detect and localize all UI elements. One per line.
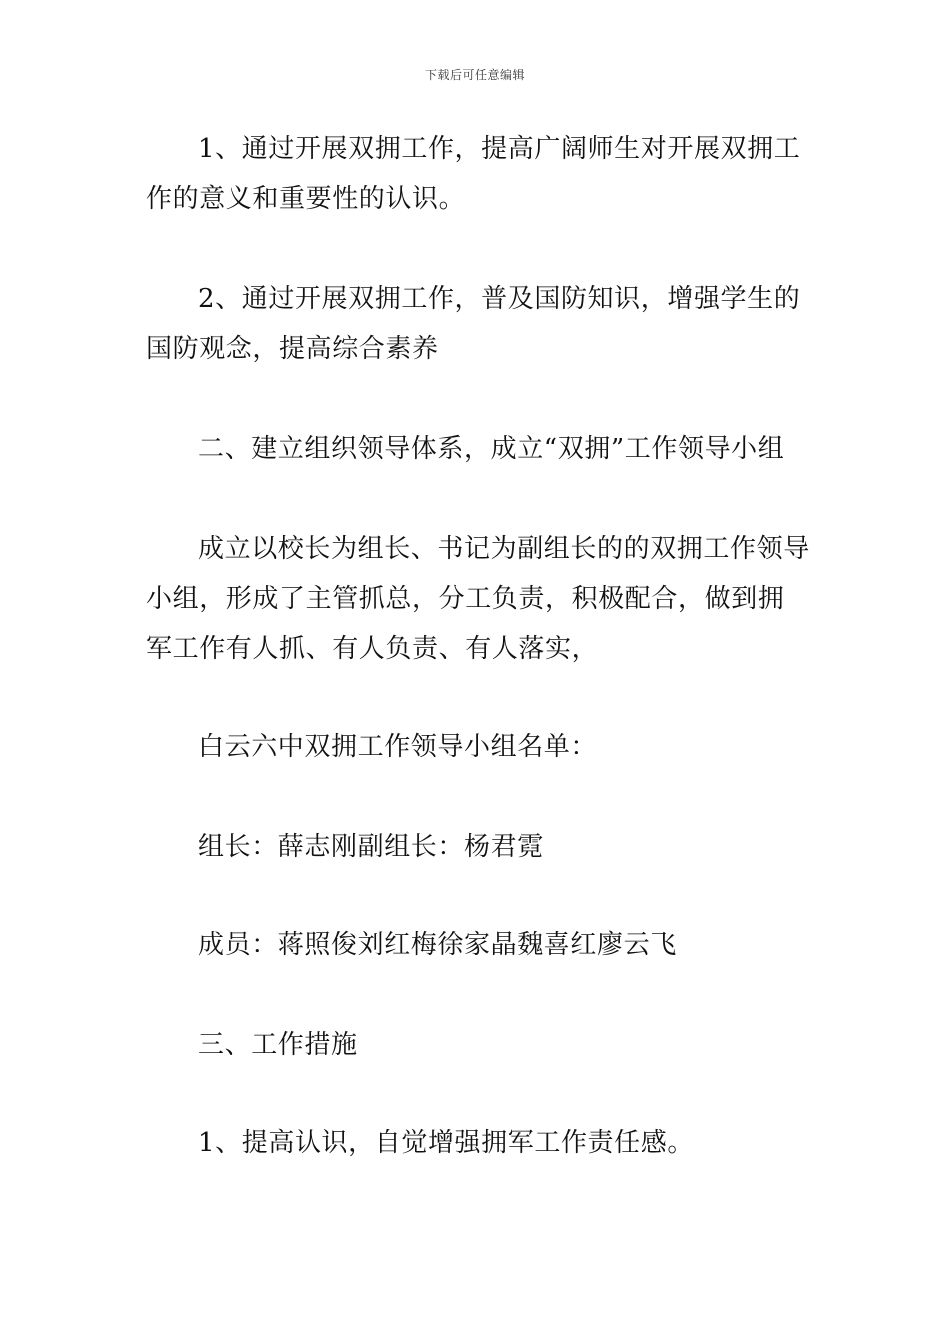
paragraph-6: 成员：蒋照俊刘红梅徐家晶魏喜红廖云飞 [198,930,677,960]
paragraph-7: 1、提高认识，自觉增强拥军工作责任感。 [198,1128,694,1158]
paragraph-2: 2、通过开展双拥工作，普及国防知识，增强学生的国防观念，提高综合素养 [146,284,801,364]
paragraph-3: 成立以校长为组长、书记为副组长的的双拥工作领导小组，形成了主管抓总，分工负责，积极配合，做到拥军工作有人抓、有人负责、有人落实， [146,534,810,664]
paragraph-5: 组长：薛志刚副组长：杨君霓 [198,832,544,862]
paragraph-1: 1、通过开展双拥工作，提高广阔师生对开展双拥工作的意义和重要性的认识。 [146,134,801,214]
section-heading-2: 二、建立组织领导体系，成立“双拥”工作领导小组 [198,434,785,464]
page-header-note: 下载后可任意编辑 [424,68,525,82]
paragraph-4: 白云六中双拥工作领导小组名单： [198,732,598,762]
section-heading-3: 三、工作措施 [198,1030,358,1060]
